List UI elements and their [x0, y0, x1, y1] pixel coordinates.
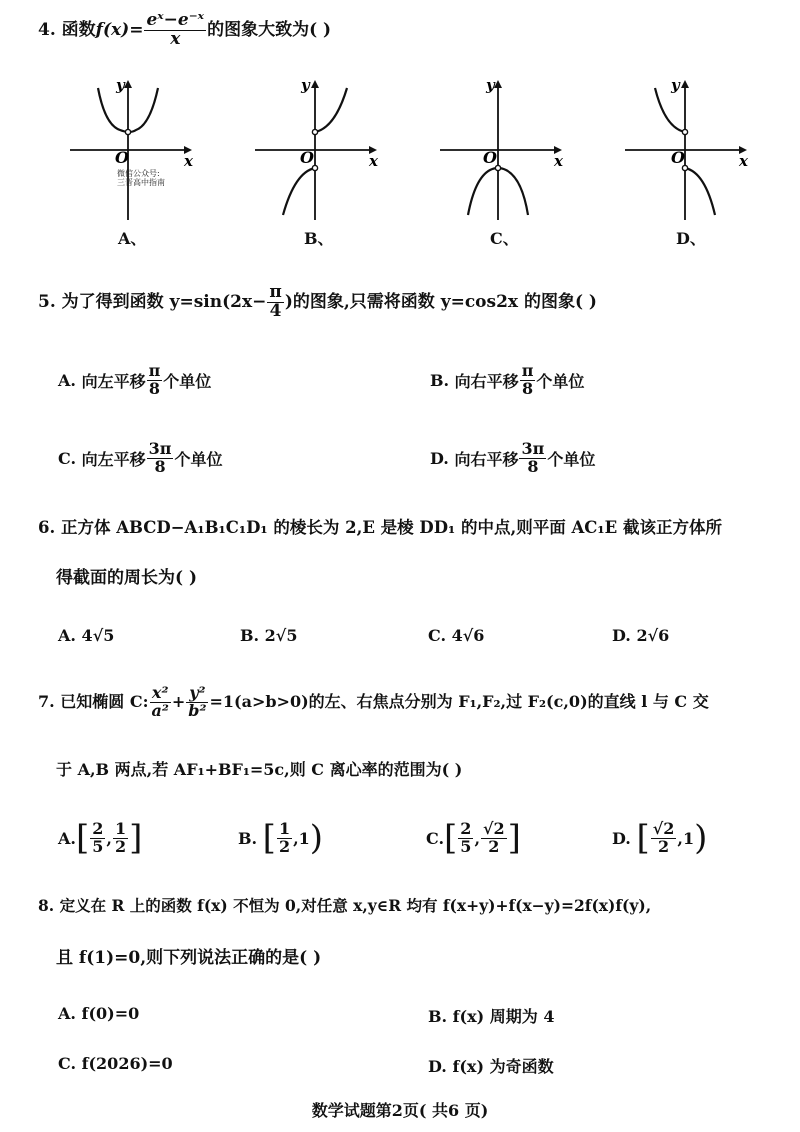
q7-option-a-letter: A.	[58, 828, 76, 848]
q7-option-b-d1: 2	[278, 836, 291, 856]
q4-option-b[interactable]: B、	[304, 229, 334, 248]
q4-graph-d-xlabel: x	[739, 152, 748, 170]
q7-option-a-d1: 5	[92, 836, 104, 856]
q7-option-d-t2: 1	[682, 828, 695, 848]
q7-d2: b²	[188, 700, 207, 720]
q6-option-a[interactable]: A. 4√5	[58, 626, 115, 645]
watermark-line1: 微信公众号:	[117, 169, 160, 178]
q7-option-b[interactable]: B. [ $\frac{1}{2}$ , 1 )	[238, 818, 324, 858]
q4-graph-c-xlabel: x	[554, 152, 563, 170]
q7-option-c-letter: C.	[426, 828, 445, 848]
q7-number: 7.	[38, 692, 55, 711]
q7-stem	[38, 680, 709, 724]
q5-option-d[interactable]	[430, 436, 595, 480]
q5-option-a-letter: A.	[58, 370, 76, 390]
q6-line2: 得截面的周长为( )	[56, 568, 198, 588]
q7-option-c-lbracket: [	[444, 818, 458, 858]
q5-option-b-letter: B.	[430, 370, 450, 390]
q4-graph-c	[430, 70, 580, 230]
q7-option-d-rbracket: )	[694, 818, 708, 858]
q7-option-d-lbracket: [	[636, 818, 650, 858]
q6-option-c[interactable]: C. 4√6	[428, 626, 485, 645]
q5-option-b-post: 个单位	[536, 371, 585, 391]
q5-option-b-n: π	[521, 360, 534, 380]
q7-option-b-letter: B.	[238, 828, 258, 848]
q5-frac-d: 4	[269, 300, 282, 321]
q4-graph-d-curve-right	[685, 168, 715, 215]
q8-line2: 且 f(1)=0,则下列说法正确的是( )	[56, 948, 322, 968]
q4-stem-post: 的图象大致为( )	[207, 19, 332, 40]
q5-option-a-post: 个单位	[163, 371, 212, 391]
q4-graph-d-ylabel: y	[671, 76, 680, 94]
q4-func: f(x)=	[95, 19, 144, 40]
q4-graph-c-origin: O	[483, 148, 497, 167]
q5-option-d-n: 3π	[521, 438, 545, 458]
q5-option-d-letter: D.	[430, 448, 449, 468]
q7-stem-pre: 已知椭圆 C:	[60, 692, 149, 711]
q7-stem-post: =1(a>b>0)的左、右焦点分别为 F₁,F₂,过 F₂(c,0)的直线 l 与 C 交	[209, 692, 709, 711]
q8-option-b[interactable]: B. f(x) 周期为 4	[428, 1007, 555, 1026]
q5-option-a-n: π	[148, 360, 161, 380]
q4-option-a[interactable]: A、	[118, 229, 147, 248]
q4-denominator: x	[170, 28, 181, 49]
q7-option-b-rbracket: )	[309, 818, 324, 858]
q4-graph-a-origin: O	[115, 148, 129, 167]
q7-option-c-n2: √2	[483, 818, 505, 838]
q8-option-c[interactable]: C. f(2026)=0	[58, 1054, 173, 1073]
q7-option-c-n1: 2	[460, 818, 472, 838]
q7-option-a-lbracket: [	[75, 818, 90, 858]
q5-stem-pre: 为了得到函数 y=sin(2x−	[61, 291, 267, 312]
q8-line1: 8. 定义在 R 上的函数 f(x) 不恒为 0,对任意 x,y∈R 均有 f(x+y)+f(x−y)=2f(x)f(y),	[38, 896, 652, 915]
page-footer: 数学试题第2页( 共6 页)	[311, 1101, 489, 1120]
q5-frac-n: π	[269, 281, 282, 302]
q7-option-d-letter: D.	[612, 828, 631, 848]
q4-option-d[interactable]: D、	[676, 229, 706, 248]
q5-option-c-pre: 向左平移	[81, 449, 146, 469]
q7-option-d-n1: √2	[652, 818, 675, 838]
q7-option-a-rbracket: ]	[129, 818, 143, 858]
q4-graph-b	[245, 70, 395, 230]
q4-graph-a-xlabel: x	[184, 152, 193, 170]
q4-graph-d-curve-left	[655, 88, 685, 132]
q8-option-d[interactable]: D. f(x) 为奇函数	[428, 1057, 554, 1076]
q7-option-b-n1: 1	[278, 818, 291, 838]
q5-option-d-post: 个单位	[547, 449, 596, 469]
q7-option-d[interactable]: D. [ $\frac{√2}{2}$ , 1 )	[612, 818, 708, 858]
q4-graph-b-curve-right	[315, 88, 347, 132]
q4-graph-b-ylabel: y	[301, 76, 310, 94]
watermark-line2: 三晋高中指南	[117, 177, 165, 187]
q5-option-c-letter: C.	[58, 448, 77, 468]
q8-option-a[interactable]: A. f(0)=0	[58, 1004, 140, 1023]
q7-plus: +	[171, 692, 186, 711]
q7-option-c[interactable]: C. [ $\frac{2}{5}$ , $\frac{√2}{2}$ ]	[426, 818, 521, 858]
q4-stem	[38, 8, 331, 52]
q7-line2: 于 A,B 两点,若 AF₁+BF₁=5c,则 C 离心率的范围为( )	[56, 760, 463, 779]
q4-number: 4.	[38, 19, 56, 40]
q7-option-b-lbracket: [	[262, 818, 276, 858]
q5-stem-post: )的图象,只需将函数 y=cos2x 的图象( )	[284, 291, 597, 312]
q4-graph-c-ylabel: y	[486, 76, 495, 94]
q7-d1: a²	[151, 700, 169, 720]
q7-option-a-n1: 2	[92, 818, 104, 838]
q7-option-c-d1: 5	[460, 836, 472, 856]
q4-graph-b-xlabel: x	[369, 152, 378, 170]
q5-option-d-pre: 向右平移	[454, 449, 519, 469]
q5-option-a-pre: 向左平移	[81, 371, 146, 391]
q7-option-a-n2: 1	[114, 818, 127, 838]
q5-option-d-d: 8	[527, 456, 539, 476]
q7-option-d-d1: 2	[657, 836, 670, 856]
q5-option-b-d: 8	[521, 378, 534, 398]
q5-number: 5.	[38, 291, 56, 312]
q5-option-a[interactable]	[58, 358, 211, 402]
q4-graph-a	[60, 70, 210, 230]
q6-option-b[interactable]: B. 2√5	[240, 626, 298, 645]
q4-stem-pre: 函数	[61, 19, 96, 40]
q5-option-c[interactable]	[58, 436, 222, 480]
q5-option-c-d: 8	[154, 456, 166, 476]
q6-line1: 6. 正方体 ABCD−A₁B₁C₁D₁ 的棱长为 2,E 是棱 DD₁ 的中点,则平面 AC₁E 截该正方体所	[38, 518, 722, 537]
q7-option-c-rbracket: ]	[507, 818, 521, 858]
q7-option-a-d2: 2	[114, 836, 127, 856]
q4-graph-b-origin: O	[300, 148, 314, 167]
q4-option-c[interactable]: C、	[490, 229, 519, 248]
q7-option-b-t2: 1	[298, 828, 310, 848]
q5-option-c-post: 个单位	[174, 449, 223, 469]
q5-option-b-pre: 向右平移	[454, 371, 519, 391]
q5-stem	[38, 280, 597, 324]
q7-option-a[interactable]: A. [ $\frac{2}{5}$ , $\frac{1}{2}$ ]	[58, 818, 143, 858]
q4-graph-a-ylabel: y	[116, 76, 125, 94]
q5-option-c-n: 3π	[148, 438, 172, 458]
q7-option-c-d2: 2	[488, 836, 500, 856]
q7-n2: y²	[186, 685, 208, 703]
q4-graph-b-curve-left	[283, 168, 315, 215]
q4-numerator: eˣ−e⁻ˣ	[146, 9, 205, 30]
q4-graph-d	[615, 70, 765, 230]
q7-n1: x²	[150, 685, 171, 703]
q5-option-a-d: 8	[148, 378, 160, 398]
q4-graph-d-origin: O	[671, 148, 685, 167]
q6-option-d[interactable]: D. 2√6	[612, 626, 670, 645]
watermark	[117, 170, 165, 188]
q5-option-b[interactable]	[430, 358, 584, 402]
